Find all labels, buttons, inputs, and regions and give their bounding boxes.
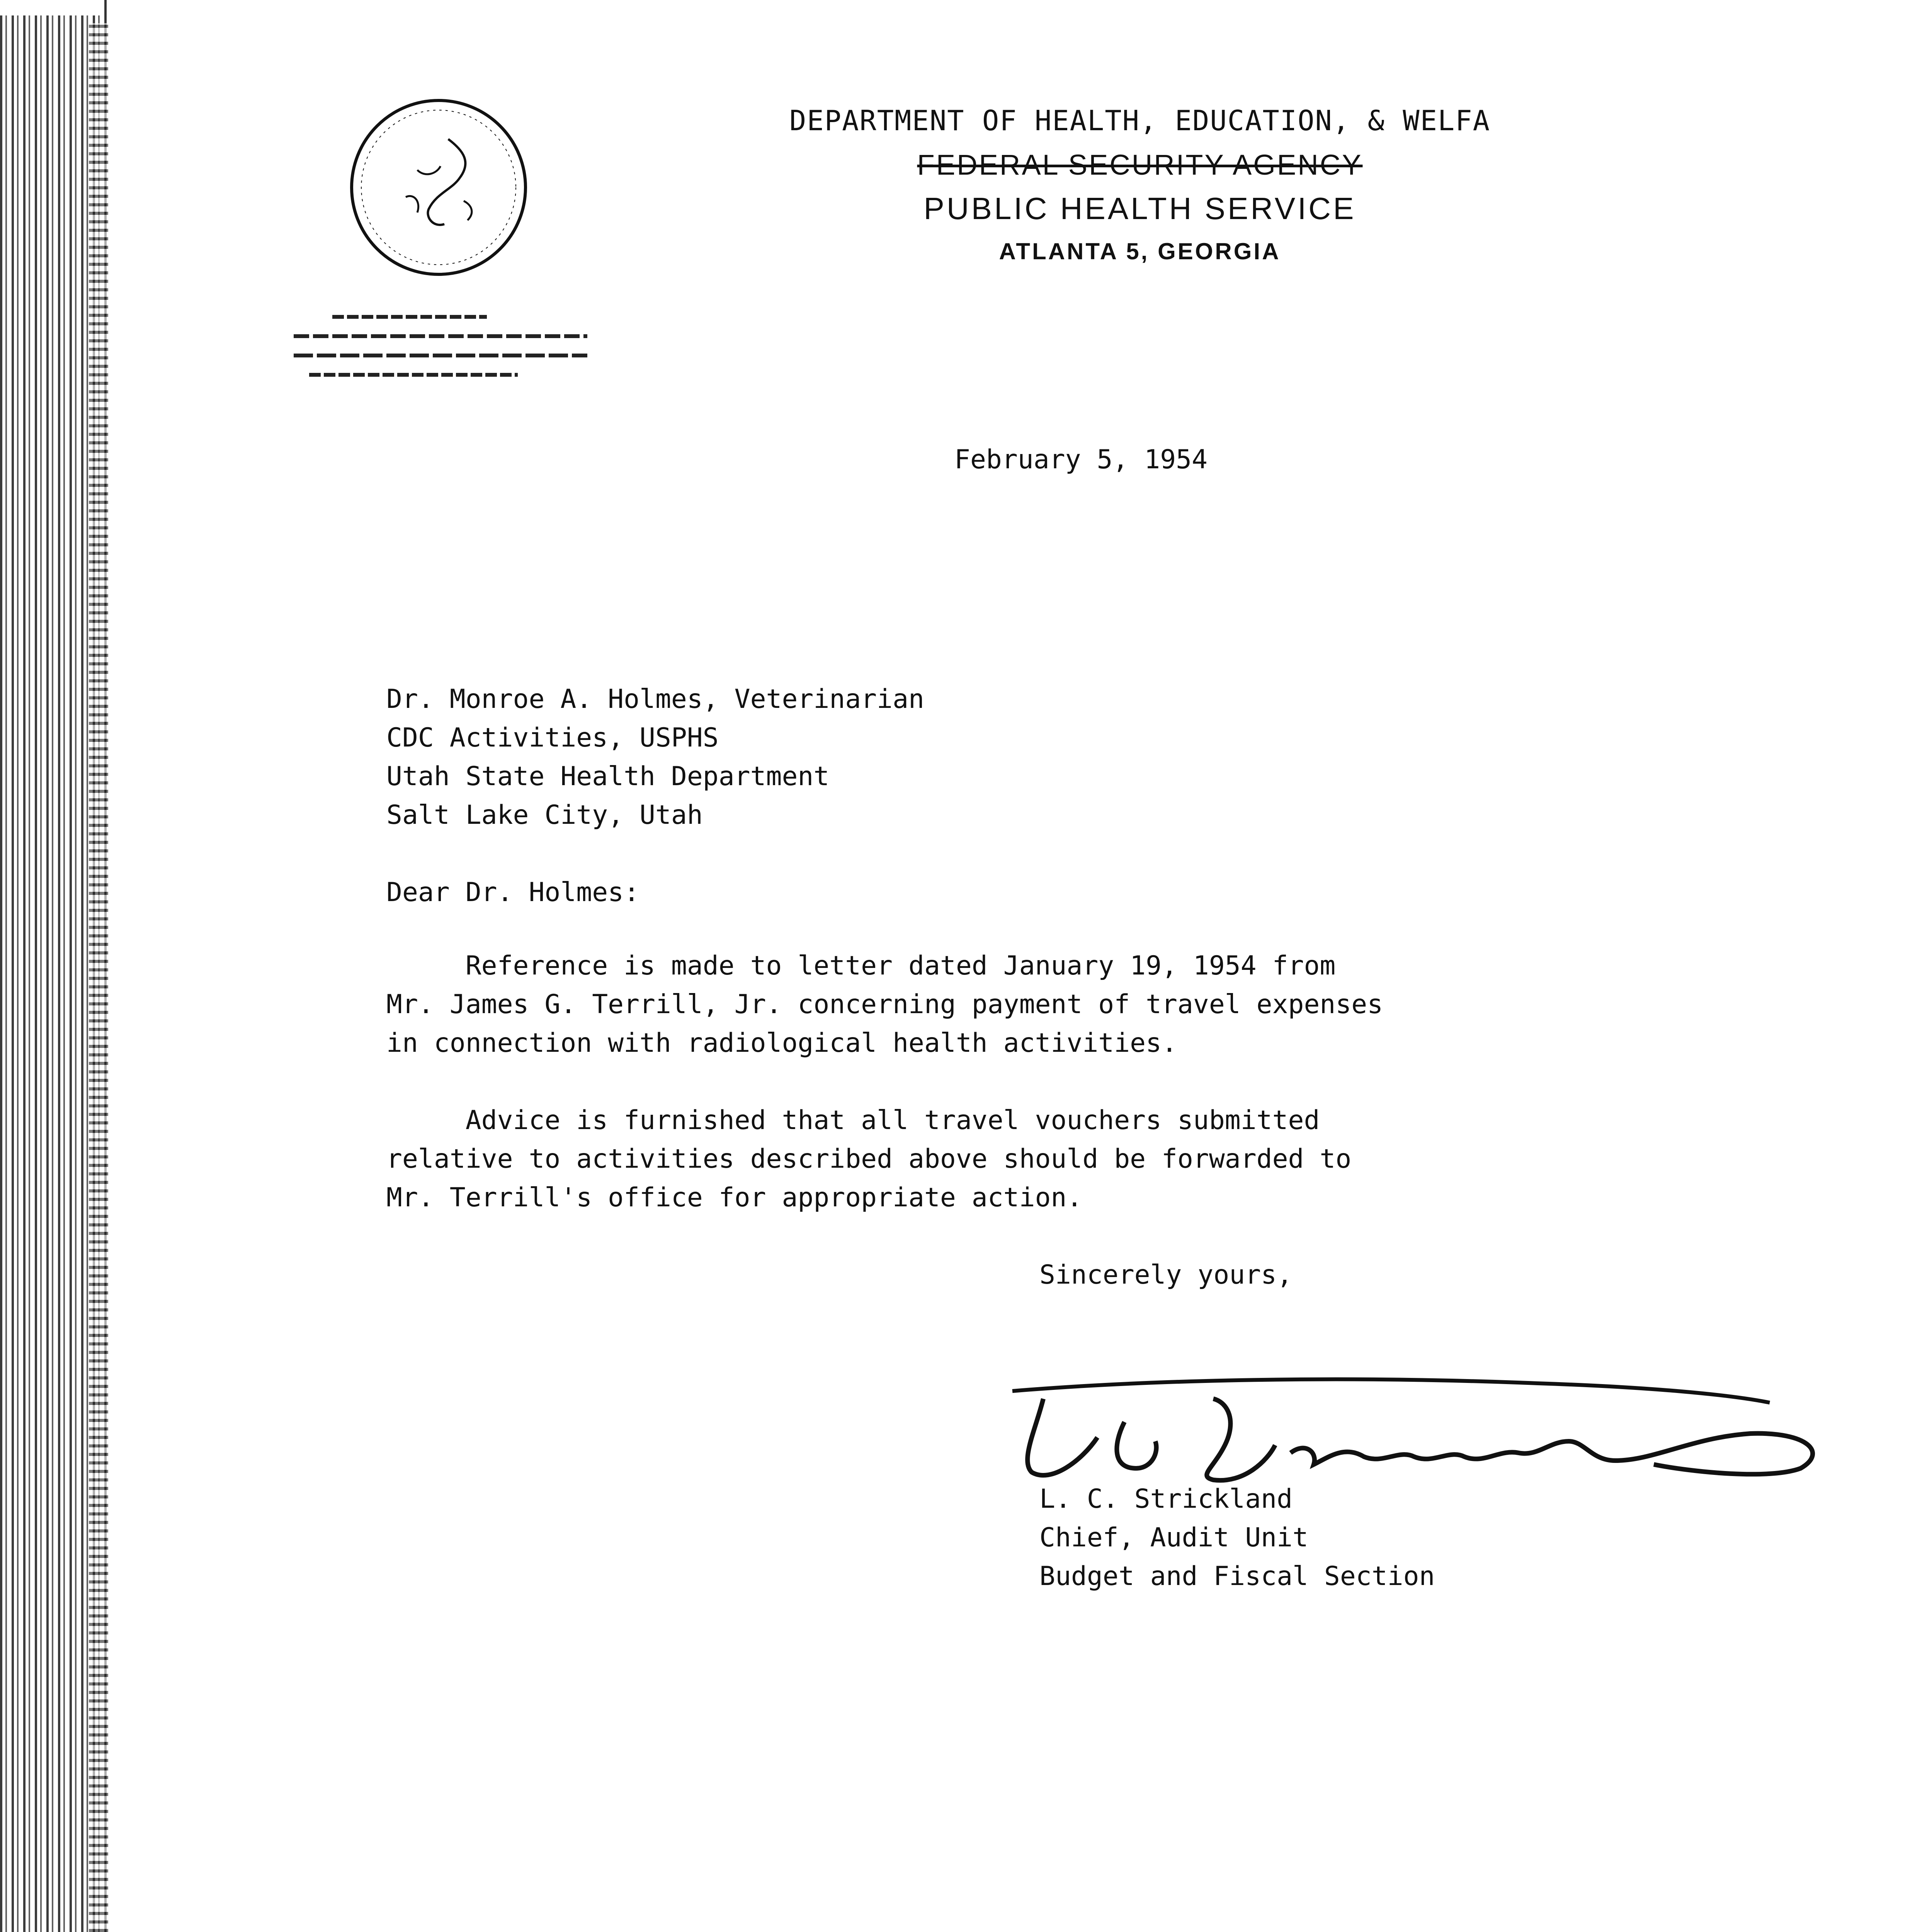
body-paragraph-1 [386,947,1383,1063]
paragraph-line: Advice is furnished that all travel vouchers submitted [386,1105,1320,1136]
paragraph-line: relative to activities described above should be forwarded to [386,1144,1352,1174]
scan-noise-left-edge [89,23,108,1932]
recipient-line: Salt Lake City, Utah [386,800,703,830]
letterhead [676,104,1604,265]
paragraph-line: in connection with radiological health activities. [386,1028,1177,1058]
signature-block [1039,1480,1435,1596]
struck-agency-name: FEDERAL SECURITY AGENCY [917,149,1363,181]
handwritten-signature [997,1345,1847,1499]
return-address-block [286,309,595,400]
return-address-lines-icon [286,309,595,394]
service-name: PUBLIC HEALTH SERVICE [923,191,1356,226]
signatory-name: L. C. Strickland [1039,1484,1293,1514]
letter-date: February 5, 1954 [954,444,1208,475]
closing: Sincerely yours, [1039,1260,1293,1290]
paragraph-line: Reference is made to letter dated January 19, 1954 from [386,951,1336,981]
recipient-line: Utah State Health Department [386,761,830,792]
salutation: Dear Dr. Holmes: [386,877,640,908]
recipient-address [386,680,924,835]
paragraph-line: Mr. James G. Terrill, Jr. concerning payment of travel expenses [386,989,1383,1020]
body-paragraph-2 [386,1101,1351,1217]
paragraph-line: Mr. Terrill's office for appropriate action. [386,1182,1083,1213]
hhs-seal-icon [348,97,529,278]
signatory-title: Chief, Audit Unit [1039,1522,1308,1553]
recipient-line: Dr. Monroe A. Holmes, Veterinarian [386,684,924,714]
department-name: DEPARTMENT OF HEALTH, EDUCATION, & WELFA [789,104,1490,137]
recipient-line: CDC Activities, USPHS [386,723,719,753]
letterhead-location: ATLANTA 5, GEORGIA [999,238,1281,264]
signatory-section: Budget and Fiscal Section [1039,1561,1435,1592]
